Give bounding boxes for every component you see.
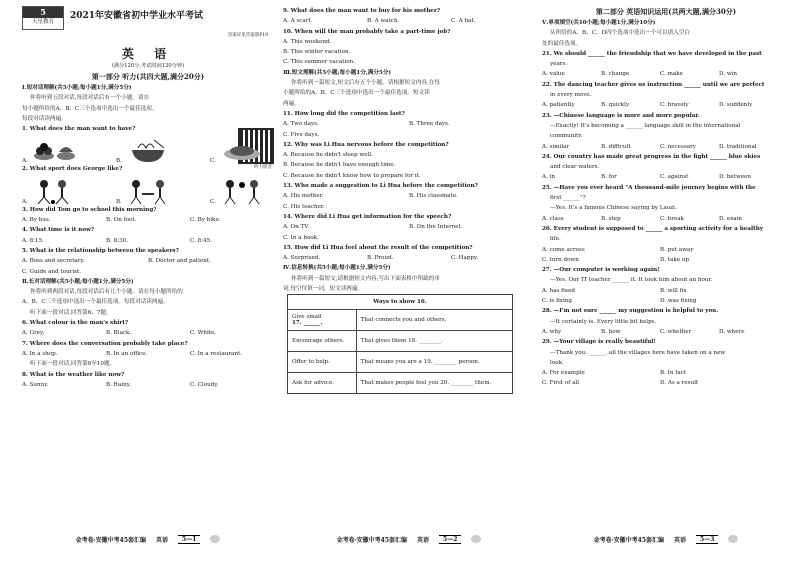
question-22-options: A. patiently B. quickly C. bravely D. suddenly (542, 102, 753, 109)
question-27: 27. —Our computer is working again! (542, 267, 660, 274)
picture-option-c: C. (216, 179, 268, 205)
question-2: 2. What sport does George like? (22, 166, 123, 173)
question-29: 29. —Your village is really beautiful! (542, 339, 656, 346)
instruction: A、B、C三个选项中选出一个最佳选项。每段对话读两遍。 (22, 299, 169, 306)
part2-title: 第二部分 英语知识运用(共两大题,满分30分) (595, 7, 737, 16)
table-row: Encourage others. That gives them 18. ________. (288, 331, 513, 352)
table-row: Give small 17. ______. That connects you and others. (288, 310, 513, 331)
section1-title: Ⅰ.短对话理解(共5小题;每小题1分,满分5分) (22, 85, 132, 91)
question-25: 25. —Have you ever heard "A thousand-mile journey begins with the (542, 184, 756, 191)
question-15-options (283, 253, 535, 263)
option-c: C. His teacher. (283, 203, 325, 210)
instruction: 处的最佳选项。 (542, 40, 582, 47)
option-c: C. Because he didn't know how to prepare for it. (283, 172, 421, 179)
publisher-logo: 5 天星教育 (22, 6, 64, 30)
mascot-icon (728, 535, 738, 543)
section3-title: Ⅲ.短文理解(共5小题;每小题1分,满分5分) (283, 69, 392, 76)
section5-title: Ⅴ.单项填空(共10小题;每小题1分,满分10分) (542, 20, 656, 26)
question-9-options (283, 16, 535, 26)
question-text: life. (550, 236, 561, 243)
question-21-options: A. value B. change C. make D. win (542, 71, 738, 78)
question-9: 9. What does the man want to buy for his mother? (283, 8, 441, 14)
question-text: years. (550, 61, 568, 68)
dumplings-icon (32, 138, 76, 162)
instruction: 你将听到五段对话,每段对话后有一个小题。请在 (30, 95, 150, 102)
section2-title: Ⅱ.长对话理解(共5小题;每小题1分,满分5分) (22, 278, 134, 285)
question-text: community. (550, 133, 583, 140)
question-8: 8. What is the weather like now? (22, 371, 125, 378)
question-26: 26. Every student is supposed to ______ a sporting activity for a healthy (542, 225, 764, 232)
option-c: C. Cloudy. (190, 381, 219, 388)
question-8-options (22, 380, 274, 390)
question-text: —Yes. Our IT teacher ______ it. It took him about an hour. (550, 277, 713, 284)
score-note: (满分120分,考试时间120分钟) (111, 63, 185, 69)
question-1: 1. What does the man want to have? (22, 126, 136, 133)
question-text: —Yes. It's a famous Chinese saying by Laozi. (550, 205, 677, 212)
option-a: A. By bus. (22, 217, 51, 224)
option-b: B. Black. (106, 330, 132, 337)
option-a: A. Sunny. (22, 381, 49, 388)
section4-title: Ⅳ.信息转换(共5小题;每小题1分,满分5分) (283, 265, 391, 272)
picture-option-a: A. (28, 138, 80, 164)
question-11: 11. How long did the competition last? (283, 110, 405, 117)
dialogue-note: 听下面一段对话,回答第8至10题。 (30, 361, 116, 368)
option-c: C. Five days. (283, 131, 320, 138)
question-text: —Thank you. ______, all the villages here have taken on a new (550, 349, 726, 356)
option-c: C. Happy. (451, 255, 479, 262)
question-26-options: A. come across B. put away (542, 246, 694, 253)
question-26-options-2: C. turn down D. take up (542, 256, 690, 263)
question-27-options-2: C. is fixing D. was fixing (542, 298, 697, 305)
question-5: 5. What is the relationship between the speakers? (22, 247, 179, 254)
question-23: 23. —Chinese language is more and more popular. (542, 112, 700, 119)
answer-reference: 答案详见答案册P19 (227, 33, 268, 38)
option-a: A. 8:15. (22, 237, 44, 244)
question-13-options (283, 191, 535, 201)
question-5-options (22, 256, 274, 266)
instruction: 每小题所给的A、B、C三个选项中选出一个最佳选项。 (22, 105, 158, 112)
question-2-pictures (22, 175, 274, 205)
table-tennis-players-icon (126, 179, 170, 205)
option-a: A. Because he didn't sleep well. (283, 152, 373, 159)
info-table (287, 294, 513, 394)
option-b: B. Rainy. (106, 381, 131, 388)
option-b: B. Proud. (367, 255, 394, 262)
question-24-options: A. in B. for C. against D. between (542, 174, 751, 181)
question-4: 4. What time is it now? (22, 227, 95, 234)
question-24: 24. Our country has made great progress in the fight ______ blue skies (542, 153, 761, 160)
page-column-1 (22, 6, 274, 544)
question-text: —Exactly! It's becoming a ______ language skill in the international (550, 122, 741, 129)
basketball-players-icon (220, 179, 264, 205)
option-a: A. On TV. (283, 224, 310, 231)
table-row: Ask for advice. That makes people feel you 20. ________ them. (288, 373, 513, 394)
instruction: 词,每空仅填一词。短文读两遍。 (283, 286, 364, 293)
noodle-bowl-icon (126, 138, 170, 162)
question-23-options: A. similar B. difficult C. necessary D. traditional (542, 143, 757, 150)
soccer-players-icon (32, 179, 76, 205)
question-3: 3. How did Tom go to school this morning? (22, 206, 157, 213)
question-1-pictures (22, 134, 274, 164)
subject-title: 英 语 (121, 47, 175, 61)
option-a: A. This weekend. (283, 38, 332, 45)
picture-option-b: B. (122, 179, 174, 205)
question-14-options (283, 222, 535, 232)
qr-caption: 听力原音 (254, 165, 272, 170)
question-15: 15. How did Li Hua feel about the result of the competition? (283, 244, 473, 251)
option-b: B. A watch. (367, 18, 400, 25)
page-footer: 金考卷·安徽中考45套汇编 英语 5—2 (283, 532, 535, 544)
option-b: B. This winter vacation. (283, 49, 351, 56)
question-22: 22. The dancing teacher gives us instruction ______ until we are perfect (542, 81, 765, 88)
question-12: 12. Why was Li Hua nervous before the competition? (283, 141, 449, 148)
question-6-options (22, 328, 274, 338)
page-column-2 (283, 6, 535, 544)
option-a: A. Grey. (22, 330, 45, 337)
instruction: 两遍。 (283, 100, 300, 107)
option-c: C. In a restaurant. (190, 350, 243, 357)
option-c: C. Guide and tourist. (22, 268, 82, 275)
picture-option-a: A. (28, 179, 80, 205)
question-3-options (22, 215, 274, 225)
instruction: 每段对话读两遍。 (22, 115, 67, 122)
option-b: B. On foot. (106, 217, 137, 224)
instruction: 从所给的A、B、C、D四个选项中选出一个可以填入空白 (550, 30, 690, 37)
exam-header (22, 6, 274, 46)
mascot-icon (471, 535, 481, 543)
question-13: 13. Who made a suggestion to Li Hua before the competition? (283, 183, 478, 190)
option-c: C. A hat. (451, 18, 476, 25)
question-text: first ______"? (550, 195, 586, 202)
question-4-options (22, 236, 274, 246)
question-14: 14. Where did Li Hua get information for the speech? (283, 213, 452, 220)
food-plate-icon (220, 138, 264, 162)
instruction: 小题所给的A、B、C三个选项中选出一个最佳选项。短文读 (283, 90, 430, 97)
option-b: B. 8:30. (106, 237, 129, 244)
option-b: B. Because he didn't have enough time. (283, 162, 396, 169)
option-b: B. Doctor and patient. (148, 258, 211, 265)
option-a: A. In a shop. (22, 350, 58, 357)
option-a: A. His mother. (283, 193, 324, 200)
instruction: 你将听到一篇短文,短文后有五个小题。请根据短文内容,在每 (291, 80, 440, 87)
question-21: 21. We should ______ the friendship that we have developed in the past (542, 50, 762, 57)
page-footer: 金考卷·安徽中考45套汇编 英语 5—1 (22, 532, 274, 544)
table-row: Offer to help. That means you are a 19. ________ person. (288, 352, 513, 373)
exam-title: 2021年安徽省初中学业水平考试 (70, 11, 204, 21)
question-28-options: A. why B. how C. whether D. where (542, 328, 745, 335)
picture-option-b: B. (122, 138, 174, 164)
option-a: A. A scarf. (283, 18, 313, 25)
question-text: in every move. (550, 92, 592, 99)
instruction: 你将听到两段对话,每段对话后有几个小题。请在每小题所给的 (30, 289, 183, 296)
instruction: 你将听到一篇短文,请根据短文内容,写出下面表格中所缺的单 (291, 275, 440, 282)
dialogue-note: 听下面一段对话,回答第6、7题。 (30, 309, 112, 316)
option-c: C. In a book. (283, 234, 319, 241)
question-text: and clear waters. (550, 164, 600, 171)
question-11-options (283, 119, 535, 129)
option-b: B. Three days. (409, 121, 450, 128)
option-a: A. Two days. (283, 121, 319, 128)
question-25-options: A. class B. step C. break D. exam (542, 215, 742, 222)
picture-option-c: C. (216, 138, 268, 164)
question-28: 28. —I'm not sure ______ my suggestion is helpful to you. (542, 308, 719, 315)
question-text: —It certainly is. Every little bit helps. (550, 318, 657, 325)
option-a: A. Surprised. (283, 255, 321, 262)
part1-title: 第一部分 听力(共四大题,满分20分) (91, 72, 205, 81)
question-27-options: A. has fixed B. will fix (542, 287, 687, 294)
page-column-3 (542, 6, 790, 544)
option-b: B. His classmate. (409, 193, 458, 200)
question-29-options: A. For example B. In fact (542, 370, 687, 377)
option-c: C. By bike. (190, 217, 221, 224)
question-7: 7. Where does the conversation probably take place? (22, 340, 188, 347)
option-b: B. On the Internet. (409, 224, 463, 231)
option-c: C. This summer vacation. (283, 59, 356, 66)
option-c: C. 8:45. (190, 237, 212, 244)
mascot-icon (210, 535, 220, 543)
option-b: B. In an office. (106, 350, 148, 357)
question-text: look. (550, 359, 564, 366)
question-29-options-2: C. First of all D. As a result (542, 380, 699, 387)
page-footer: 金考卷·安徽中考45套汇编 英语 5—3 (542, 532, 790, 544)
option-a: A. Boss and secretary. (22, 258, 85, 265)
question-6: 6. What colour is the man's shirt? (22, 320, 129, 327)
question-10: 10. When will the man probably take a part-time job? (283, 28, 451, 35)
option-c: C. White. (190, 330, 217, 337)
question-7-options (22, 349, 274, 359)
table-title: Ways to show 16. (288, 295, 513, 310)
